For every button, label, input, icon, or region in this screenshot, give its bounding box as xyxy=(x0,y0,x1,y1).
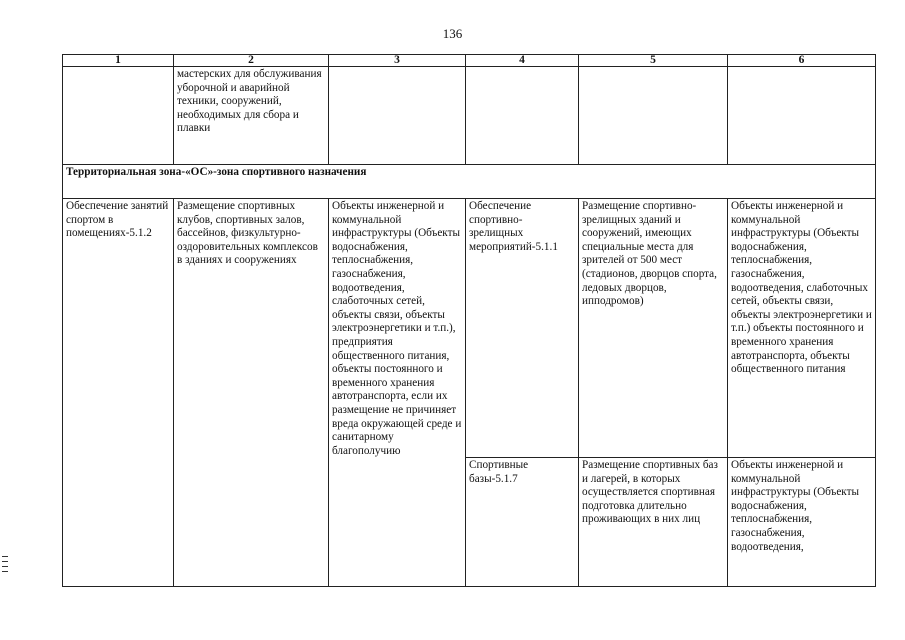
table-cell: Размещение спортивных клубов, спортивных залов, бассейнов, физкультурно-оздоровительных комплексов в зданиях и сооружениях xyxy=(174,199,329,587)
column-header: 6 xyxy=(728,55,876,67)
zone-title: Территориальная зона-«ОС»-зона спортивного назначения xyxy=(63,165,876,199)
column-header: 2 xyxy=(174,55,329,67)
column-header: 1 xyxy=(63,55,174,67)
table-cell: Объекты инженерной и коммунальной инфраструктуры (Объекты водоснабжения, теплоснабжения, газоснабжения, водоотведения, xyxy=(728,458,876,587)
land-use-table xyxy=(62,54,876,587)
table-row xyxy=(63,199,876,458)
table-cell xyxy=(579,67,728,165)
binding-margin-mark xyxy=(2,556,10,580)
table-cell xyxy=(63,67,174,165)
table-cell xyxy=(466,67,579,165)
zone-title-row xyxy=(63,165,876,199)
table-cell: Обеспечение спортивно-зрелищных мероприятий-5.1.1 xyxy=(466,199,579,458)
table-cell: Размещение спортивно-зрелищных зданий и сооружений, имеющих специальные места для зрителей от 500 мест (стадионов, дворцов спорта, ледовых дворцов, ипподромов) xyxy=(579,199,728,458)
table-cell: Спортивные базы-5.1.7 xyxy=(466,458,579,587)
page-number: 136 xyxy=(442,26,463,41)
table-cell: Объекты инженерной и коммунальной инфраструктуры (Объекты водоснабжения, теплоснабжения, газоснабжения, водоотведения, слаботочных сетей, объекты связи, объекты электроэнергетики и т.п.), предприятия общественного питания, объекты постоянного и временного хранения автотранспорта, если их размещение не причиняет вреда окружающей среде и санитарному благополучию xyxy=(329,199,466,587)
table-header-row xyxy=(63,55,876,67)
column-header: 3 xyxy=(329,55,466,67)
continuation-row xyxy=(63,67,876,165)
table-cell: мастерских для обслуживания уборочной и аварийной техники, сооружений, необходимых для сбора и плавки xyxy=(174,67,329,165)
table-cell xyxy=(728,67,876,165)
table-cell xyxy=(329,67,466,165)
table-cell: Обеспечение занятий спортом в помещениях-5.1.2 xyxy=(63,199,174,587)
column-header: 4 xyxy=(466,55,579,67)
column-header: 5 xyxy=(579,55,728,67)
table-cell: Размещение спортивных баз и лагерей, в которых осуществляется спортивная подготовка длительно проживающих в них лиц xyxy=(579,458,728,587)
table-cell: Объекты инженерной и коммунальной инфраструктуры (Объекты водоснабжения, теплоснабжения, газоснабжения, водоотведения, слаботочных сетей, объекты связи, объекты электроэнергетики и т.п.) объекты постоянного и временного хранения автотранспорта, объекты общественного питания xyxy=(728,199,876,458)
